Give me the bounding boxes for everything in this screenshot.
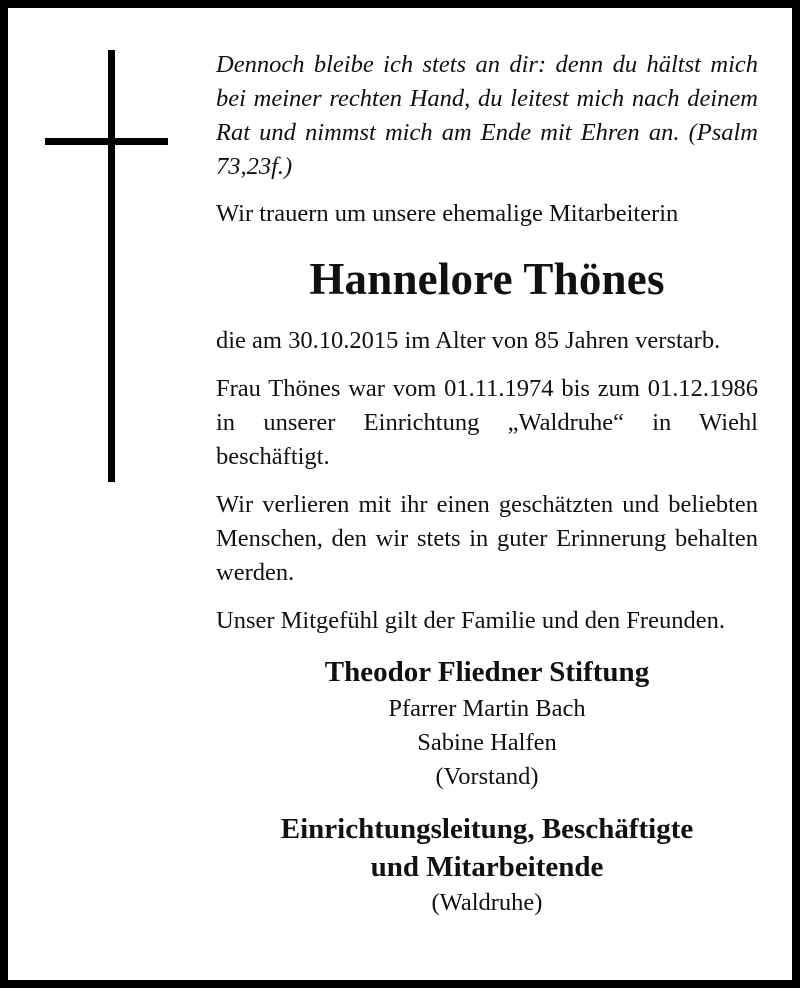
signature-group-line-2: und Mitarbeitende <box>370 851 604 883</box>
cross-icon-vertical-bar <box>108 50 115 482</box>
employment-paragraph: Frau Thönes war vom 01.11.1974 bis zum 01.12.1986 in unserer Einrichtung „Waldruhe“ in Wiehl beschäftigt. <box>216 375 758 470</box>
tribute-paragraph: Wir verlieren mit ihr einen geschätzten und beliebten Menschen, den wir stets in guter Erinnerung behalten werden. <box>216 491 758 586</box>
signature-person-1: Pfarrer Martin Bach <box>388 695 586 722</box>
death-notice: die am 30.10.2015 im Alter von 85 Jahren verstarb. <box>216 327 721 354</box>
deceased-name: Hannelore Thönes <box>309 254 665 304</box>
signature-group <box>216 810 758 886</box>
intro-line: Wir trauern um unsere ehemalige Mitarbeiterin <box>216 200 679 227</box>
obituary-content <box>216 48 758 920</box>
sympathy-line: Unser Mitgefühl gilt der Familie und den Freunden. <box>216 607 725 634</box>
signature-organization: Theodor Fliedner Stiftung <box>324 656 650 688</box>
signature-person-2: Sabine Halfen <box>417 729 557 756</box>
signature-group-line-1: Einrichtungsleitung, Beschäftigte <box>280 813 694 845</box>
signature-facility: (Waldruhe) <box>431 889 543 916</box>
psalm-quote: Dennoch bleibe ich stets an dir: denn du hältst mich bei meiner rechten Hand, du leitest mich nach deinem Rat und nimmst mich am Ende mit Ehren an. (Psalm 73,23f.) <box>216 51 758 180</box>
cross-icon-horizontal-bar <box>45 138 168 145</box>
signature-board: (Vorstand) <box>435 763 539 790</box>
